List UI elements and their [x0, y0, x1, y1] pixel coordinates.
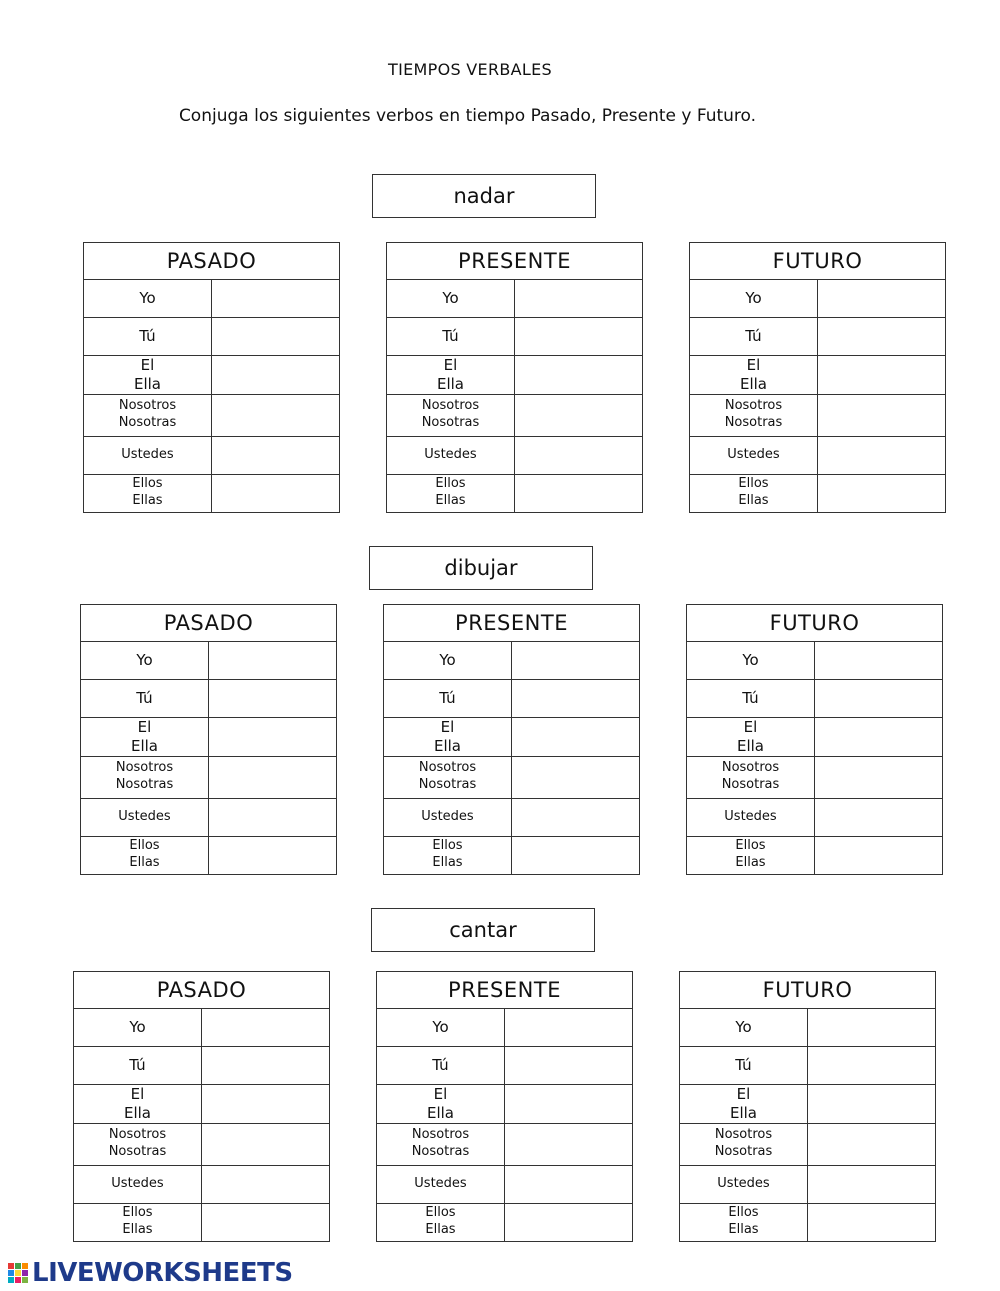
answer-field[interactable]	[818, 280, 946, 318]
pronoun-label: Tú	[81, 680, 209, 718]
conjugation-table-cantar-pasado	[73, 971, 330, 1242]
page-title: TIEMPOS VERBALES	[388, 60, 552, 79]
table-row	[81, 756, 337, 798]
answer-field[interactable]	[515, 436, 643, 474]
answer-field[interactable]	[512, 798, 640, 836]
answer-field[interactable]	[815, 798, 943, 836]
conjugation-table-nadar-futuro	[689, 242, 946, 513]
answer-field[interactable]	[512, 680, 640, 718]
table-row	[387, 356, 643, 395]
answer-field[interactable]	[808, 1009, 936, 1047]
pronoun-label: Nosotros Nosotras	[384, 756, 512, 798]
table-row	[84, 280, 340, 318]
tense-header: PASADO	[81, 605, 337, 642]
table-row	[384, 836, 640, 874]
logo-square	[8, 1277, 14, 1283]
pronoun-label: Ellos Ellas	[81, 836, 209, 874]
answer-field[interactable]	[209, 642, 337, 680]
pronoun-label: Yo	[690, 280, 818, 318]
pronoun-label: Nosotros Nosotras	[74, 1123, 202, 1165]
answer-field[interactable]	[209, 836, 337, 874]
table-row	[690, 394, 946, 436]
answer-field[interactable]	[818, 474, 946, 512]
pronoun-label: El Ella	[74, 1085, 202, 1124]
pronoun-label: Ellos Ellas	[690, 474, 818, 512]
table-row	[680, 1047, 936, 1085]
pronoun-label: Ustedes	[680, 1165, 808, 1203]
table-row	[680, 1165, 936, 1203]
answer-field[interactable]	[209, 680, 337, 718]
conjugation-table-dibujar-presente	[383, 604, 640, 875]
pronoun-label: Tú	[687, 680, 815, 718]
table-row	[690, 280, 946, 318]
pronoun-label: El Ella	[377, 1085, 505, 1124]
pronoun-label: Nosotros Nosotras	[377, 1123, 505, 1165]
table-row	[687, 756, 943, 798]
conjugation-table-nadar-pasado	[83, 242, 340, 513]
answer-field[interactable]	[212, 280, 340, 318]
table-row	[384, 756, 640, 798]
table-row	[690, 436, 946, 474]
table-row	[387, 474, 643, 512]
answer-field[interactable]	[512, 718, 640, 757]
pronoun-label: Ustedes	[387, 436, 515, 474]
answer-field[interactable]	[808, 1165, 936, 1203]
conjugation-table-cantar-presente	[376, 971, 633, 1242]
pronoun-label: Ellos Ellas	[84, 474, 212, 512]
answer-field[interactable]	[212, 436, 340, 474]
answer-field[interactable]	[209, 718, 337, 757]
pronoun-label: El Ella	[680, 1085, 808, 1124]
table-row	[74, 1203, 330, 1241]
table-row	[377, 1047, 633, 1085]
pronoun-label: Tú	[384, 680, 512, 718]
pronoun-label: Ellos Ellas	[680, 1203, 808, 1241]
answer-field[interactable]	[202, 1085, 330, 1124]
tense-header: PRESENTE	[387, 243, 643, 280]
pronoun-label: Nosotros Nosotras	[84, 394, 212, 436]
pronoun-label: Yo	[377, 1009, 505, 1047]
table-row	[74, 1165, 330, 1203]
logo-square	[8, 1270, 14, 1276]
pronoun-label: Ustedes	[74, 1165, 202, 1203]
table-row	[74, 1085, 330, 1124]
table-row	[387, 280, 643, 318]
table-row	[387, 394, 643, 436]
answer-field[interactable]	[212, 318, 340, 356]
answer-field[interactable]	[512, 756, 640, 798]
pronoun-label: El Ella	[690, 356, 818, 395]
pronoun-label: Ustedes	[377, 1165, 505, 1203]
table-row	[84, 436, 340, 474]
answer-field[interactable]	[505, 1203, 633, 1241]
pronoun-label: Ellos Ellas	[687, 836, 815, 874]
table-row	[81, 798, 337, 836]
answer-field[interactable]	[512, 836, 640, 874]
answer-field[interactable]	[202, 1009, 330, 1047]
pronoun-label: Tú	[84, 318, 212, 356]
answer-field[interactable]	[808, 1203, 936, 1241]
pronoun-label: El Ella	[384, 718, 512, 757]
answer-field[interactable]	[808, 1123, 936, 1165]
pronoun-label: Nosotros Nosotras	[687, 756, 815, 798]
pronoun-label: Ellos Ellas	[384, 836, 512, 874]
table-row	[81, 836, 337, 874]
answer-field[interactable]	[818, 356, 946, 395]
table-row	[384, 680, 640, 718]
table-row	[384, 642, 640, 680]
answer-field[interactable]	[505, 1085, 633, 1124]
table-row	[377, 1085, 633, 1124]
table-row	[680, 1203, 936, 1241]
conjugation-table-cantar-futuro	[679, 971, 936, 1242]
table-row	[680, 1123, 936, 1165]
answer-field[interactable]	[515, 474, 643, 512]
answer-field[interactable]	[212, 394, 340, 436]
answer-field[interactable]	[505, 1009, 633, 1047]
answer-field[interactable]	[505, 1047, 633, 1085]
answer-field[interactable]	[815, 836, 943, 874]
answer-field[interactable]	[815, 642, 943, 680]
answer-field[interactable]	[515, 394, 643, 436]
table-row	[81, 680, 337, 718]
table-row	[384, 798, 640, 836]
logo-square	[15, 1277, 21, 1283]
table-row	[384, 718, 640, 757]
logo-square	[15, 1270, 21, 1276]
table-row	[387, 318, 643, 356]
pronoun-label: Ustedes	[687, 798, 815, 836]
conjugation-table-nadar-presente	[386, 242, 643, 513]
tense-header: FUTURO	[690, 243, 946, 280]
answer-field[interactable]	[505, 1123, 633, 1165]
answer-field[interactable]	[515, 356, 643, 395]
table-row	[377, 1203, 633, 1241]
answer-field[interactable]	[202, 1123, 330, 1165]
table-row	[81, 642, 337, 680]
answer-field[interactable]	[202, 1203, 330, 1241]
logo-text: LIVEWORKSHEETS	[32, 1258, 293, 1288]
pronoun-label: Tú	[387, 318, 515, 356]
table-row	[690, 318, 946, 356]
table-row	[84, 394, 340, 436]
pronoun-label: El Ella	[687, 718, 815, 757]
verb-label-dibujar: dibujar	[369, 546, 593, 590]
logo-square	[15, 1263, 21, 1269]
table-row	[377, 1009, 633, 1047]
answer-field[interactable]	[202, 1165, 330, 1203]
answer-field[interactable]	[515, 318, 643, 356]
pronoun-label: Ellos Ellas	[387, 474, 515, 512]
answer-field[interactable]	[209, 756, 337, 798]
pronoun-label: Tú	[690, 318, 818, 356]
pronoun-label: Yo	[387, 280, 515, 318]
table-row	[680, 1009, 936, 1047]
liveworksheets-logo	[8, 1258, 293, 1288]
conjugation-table-dibujar-futuro	[686, 604, 943, 875]
answer-field[interactable]	[505, 1165, 633, 1203]
table-row	[680, 1085, 936, 1124]
answer-field[interactable]	[202, 1047, 330, 1085]
tense-header: FUTURO	[680, 972, 936, 1009]
answer-field[interactable]	[815, 680, 943, 718]
pronoun-label: Tú	[377, 1047, 505, 1085]
pronoun-label: Yo	[384, 642, 512, 680]
answer-field[interactable]	[212, 474, 340, 512]
table-row	[84, 474, 340, 512]
logo-square	[22, 1277, 28, 1283]
pronoun-label: Yo	[84, 280, 212, 318]
logo-square	[22, 1270, 28, 1276]
tense-header: PRESENTE	[377, 972, 633, 1009]
pronoun-label: Ustedes	[384, 798, 512, 836]
pronoun-label: Tú	[74, 1047, 202, 1085]
table-row	[377, 1165, 633, 1203]
pronoun-label: Yo	[687, 642, 815, 680]
pronoun-label: El Ella	[387, 356, 515, 395]
table-row	[81, 718, 337, 757]
answer-field[interactable]	[512, 642, 640, 680]
table-row	[74, 1009, 330, 1047]
answer-field[interactable]	[818, 394, 946, 436]
table-row	[687, 680, 943, 718]
pronoun-label: Yo	[81, 642, 209, 680]
table-row	[387, 436, 643, 474]
pronoun-label: Yo	[74, 1009, 202, 1047]
pronoun-label: Ellos Ellas	[74, 1203, 202, 1241]
tense-header: PASADO	[74, 972, 330, 1009]
table-row	[84, 356, 340, 395]
pronoun-label: Tú	[680, 1047, 808, 1085]
logo-square	[22, 1263, 28, 1269]
table-row	[687, 798, 943, 836]
pronoun-label: Ustedes	[690, 436, 818, 474]
pronoun-label: Nosotros Nosotras	[387, 394, 515, 436]
table-row	[377, 1123, 633, 1165]
tense-header: PASADO	[84, 243, 340, 280]
answer-field[interactable]	[209, 798, 337, 836]
answer-field[interactable]	[212, 356, 340, 395]
logo-square	[8, 1263, 14, 1269]
pronoun-label: Nosotros Nosotras	[680, 1123, 808, 1165]
answer-field[interactable]	[818, 436, 946, 474]
pronoun-label: Ustedes	[84, 436, 212, 474]
verb-label-nadar: nadar	[372, 174, 596, 218]
answer-field[interactable]	[515, 280, 643, 318]
tense-header: PRESENTE	[384, 605, 640, 642]
pronoun-label: Ustedes	[81, 798, 209, 836]
tense-header: FUTURO	[687, 605, 943, 642]
pronoun-label: El Ella	[81, 718, 209, 757]
table-row	[74, 1123, 330, 1165]
pronoun-label: Nosotros Nosotras	[81, 756, 209, 798]
answer-field[interactable]	[815, 718, 943, 757]
answer-field[interactable]	[808, 1085, 936, 1124]
pronoun-label: Ellos Ellas	[377, 1203, 505, 1241]
pronoun-label: Nosotros Nosotras	[690, 394, 818, 436]
table-row	[690, 474, 946, 512]
table-row	[74, 1047, 330, 1085]
answer-field[interactable]	[818, 318, 946, 356]
table-row	[687, 642, 943, 680]
table-row	[84, 318, 340, 356]
table-row	[690, 356, 946, 395]
instruction-text: Conjuga los siguientes verbos en tiempo Pasado, Presente y Futuro.	[178, 106, 757, 126]
answer-field[interactable]	[808, 1047, 936, 1085]
answer-field[interactable]	[815, 756, 943, 798]
logo-icon	[8, 1263, 28, 1283]
pronoun-label: El Ella	[84, 356, 212, 395]
table-row	[687, 836, 943, 874]
pronoun-label: Yo	[680, 1009, 808, 1047]
table-row	[687, 718, 943, 757]
verb-label-cantar: cantar	[371, 908, 595, 952]
conjugation-table-dibujar-pasado	[80, 604, 337, 875]
